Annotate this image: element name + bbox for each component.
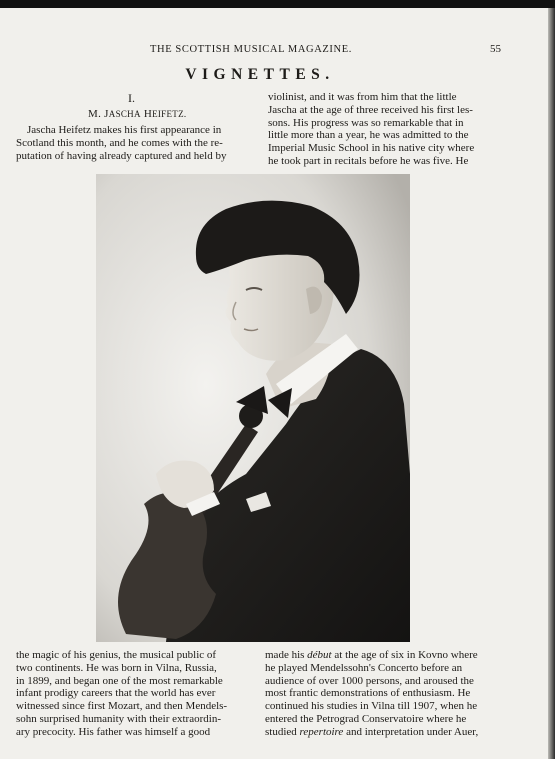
text-line: Scotland this month, and he comes with the re- — [16, 136, 223, 149]
scan-top-border — [0, 0, 555, 8]
text-line — [265, 726, 501, 739]
running-head: THE SCOTTISH MUSICAL MAGAZINE. — [150, 44, 352, 55]
text-line: little more than a year, he was admitted to the — [268, 129, 469, 142]
text-line: the magic of his genius, the musical public of — [16, 649, 217, 661]
magazine-page — [0, 8, 548, 759]
text-fragment: studied — [265, 725, 300, 738]
text-column-bottom-left — [16, 649, 252, 739]
text-emphasis: repertoire — [299, 725, 344, 738]
text-line: ary precocity. His father was himself a good — [16, 725, 211, 738]
page-number: 55 — [490, 43, 501, 55]
page-edge-shadow — [548, 8, 555, 759]
text-line: Imperial Music School in his native city where — [268, 142, 475, 155]
text-column-top-left — [16, 124, 252, 162]
text-fragment: at the age of six in Kovno where — [331, 649, 478, 661]
text-fragment: made his — [265, 649, 308, 661]
text-line: in 1899, and began one of the most remarkable — [16, 674, 223, 687]
text-column-bottom-right — [265, 649, 501, 739]
text-line — [265, 649, 501, 662]
section-numeral: I. — [128, 91, 135, 105]
text-line: continued his studies in Vilna till 1907, when he — [265, 700, 478, 713]
text-line: infant prodigy careers that the world has ever — [16, 687, 216, 700]
text-line: violinist, and it was from him that the little — [268, 91, 457, 103]
subject-name-part: M. J — [88, 108, 109, 120]
subject-name-part: H — [140, 108, 153, 120]
text-line: entered the Petrograd Conservatoire where he — [265, 712, 467, 725]
text-line: audience of over 1000 persons, and aroused the — [265, 674, 474, 687]
subject-name-part: ASCHA — [108, 109, 141, 119]
text-line: sohn surprised humanity with their extraordin- — [16, 712, 221, 725]
portrait-photograph — [96, 174, 410, 642]
text-line: sons. His progress was so remarkable that in — [268, 116, 464, 129]
text-line: most frantic demonstrations of enthusiasm. He — [265, 687, 471, 700]
text-column-top-right — [268, 91, 501, 168]
text-line: he took part in recitals before he was five. He — [268, 154, 469, 167]
subject-name-part: EIFETZ. — [152, 109, 187, 119]
text-line: Jascha at the age of three received his first les- — [268, 103, 473, 116]
portrait-illustration — [96, 174, 410, 642]
subject-name — [88, 108, 186, 120]
text-line: two continents. He was born in Vilna, Russia, — [16, 661, 217, 674]
text-line: witnessed since first Mozart, and then Mendels- — [16, 700, 228, 713]
text-line: he played Mendelssohn's Concerto before an — [265, 661, 463, 674]
article-title: VIGNETTES. — [185, 66, 335, 83]
text-line: Jascha Heifetz makes his first appearance in — [27, 124, 222, 136]
text-emphasis: début — [307, 649, 332, 661]
text-line: putation of having already captured and held by — [16, 149, 227, 162]
text-fragment: and interpretation under Auer, — [343, 725, 479, 738]
